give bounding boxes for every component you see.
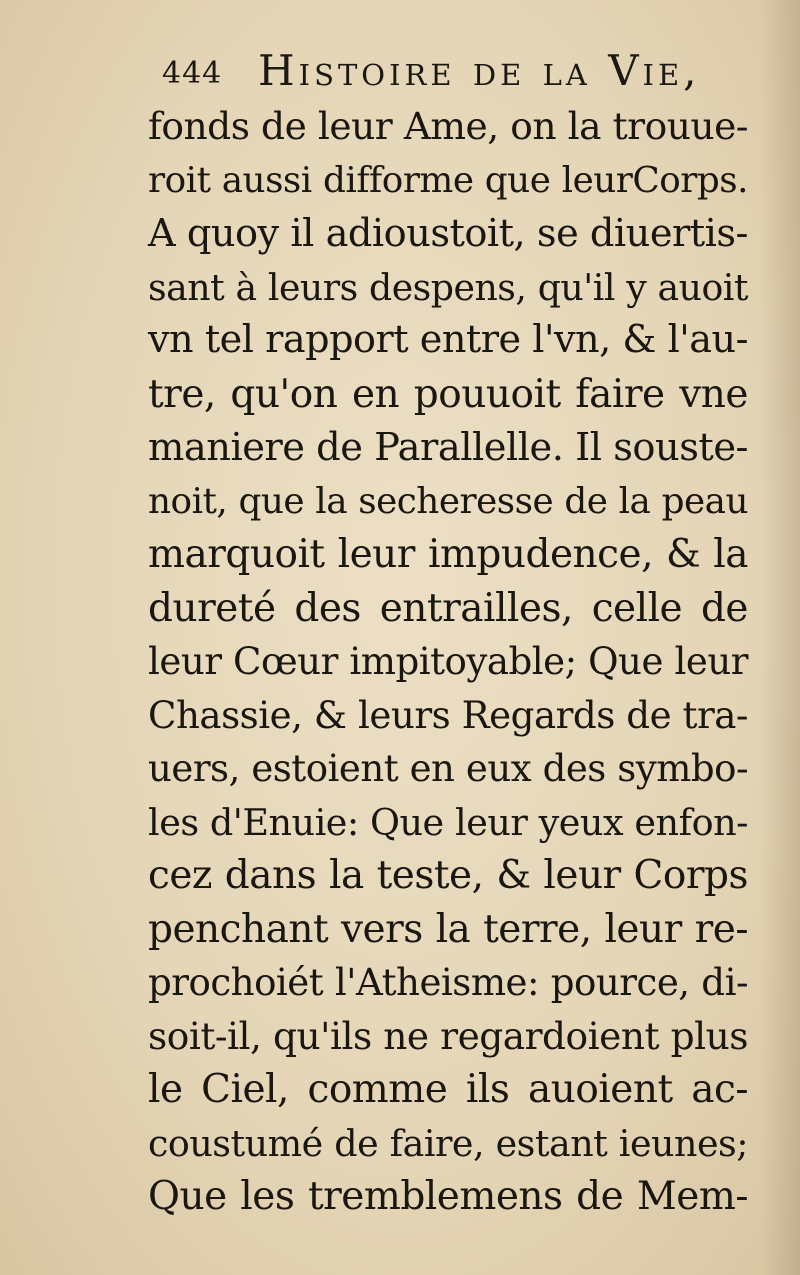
- text-line: [148, 154, 748, 208]
- page-header: [162, 38, 752, 98]
- text-line-content: dureté des entrailles, celle de: [148, 585, 748, 631]
- text-line: [148, 314, 748, 368]
- text-line-content: Chassie, & leurs Regards de tra-: [148, 692, 748, 737]
- text-line-content: A quoy il adioustoit, se diuertis-: [148, 211, 748, 256]
- text-line-content: maniere de Parallelle. Il souste-: [148, 425, 748, 470]
- text-line-content: prochoiét l'Atheisme: pource, di-: [148, 961, 748, 1004]
- text-line-content: vn tel rapport entre l'vn, & l'au-: [148, 318, 748, 362]
- text-line-content: fonds de leur Ame, on la trouue-: [148, 104, 748, 148]
- text-line-content: noit, que la secheresse de la peau: [148, 480, 748, 522]
- text-line-content: sant à leurs despens, qu'il y auoit: [148, 265, 748, 309]
- text-line: [148, 421, 748, 475]
- text-line: [148, 1117, 748, 1171]
- text-line-content: roit aussi difforme que leurCorps.: [148, 159, 748, 201]
- text-line: [148, 849, 748, 903]
- running-head: Histoire de la Vie,: [258, 46, 701, 95]
- text-line-content: les d'Enuie: Que leur yeux enfon-: [148, 800, 748, 844]
- text-line: [148, 100, 748, 154]
- text-line: [148, 1063, 748, 1117]
- text-line-content: Que les tremblemens de Mem-: [148, 1174, 748, 1219]
- page-edge-shadow: [760, 0, 800, 1275]
- text-line-content: le Ciel, comme ils auoient ac-: [148, 1067, 748, 1112]
- page-number: 444: [162, 56, 223, 91]
- text-line: [148, 1170, 748, 1224]
- text-line-content: leur Cœur impitoyable; Que leur: [148, 640, 748, 683]
- text-line: [148, 903, 748, 957]
- text-line: [148, 635, 748, 689]
- text-line: [148, 742, 748, 796]
- body-text: [148, 100, 748, 1224]
- text-line: [148, 796, 748, 850]
- text-line: [148, 475, 748, 529]
- text-line: [148, 956, 748, 1010]
- text-line: [148, 689, 748, 743]
- text-line-content: penchant vers la terre, leur re-: [148, 906, 748, 952]
- text-line-content: coustumé de faire, estant ieunes;: [148, 1121, 748, 1165]
- text-line-content: soit-il, qu'ils ne regardoient plus: [148, 1013, 748, 1058]
- text-line-content: tre, qu'on en pouuoit faire vne: [148, 371, 748, 417]
- text-line-content: marquoit leur impudence, & la: [148, 532, 748, 577]
- text-line-content: cez dans la teste, & leur Corps: [148, 853, 748, 898]
- text-line: [148, 528, 748, 582]
- text-line-content: uers, estoient en eux des symbo-: [148, 747, 748, 790]
- text-line: [148, 1010, 748, 1064]
- text-line: [148, 368, 748, 422]
- text-line: [148, 261, 748, 315]
- text-line: [148, 207, 748, 261]
- text-line: [148, 582, 748, 636]
